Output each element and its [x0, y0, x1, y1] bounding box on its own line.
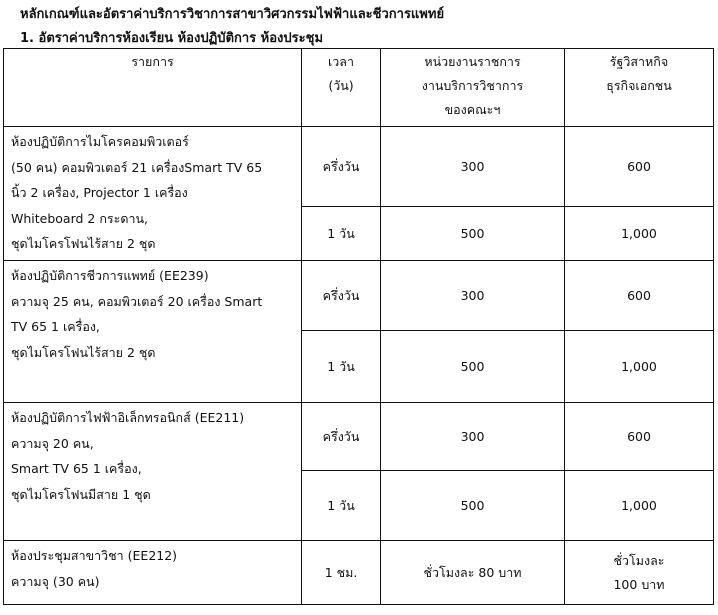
room-description-biomedical-lab: ห้องปฏิบัติการชีวการแพทย์ (EE239) ความจุ 25 คน, คอมพิวเตอร์ 20 เครื่อง Smart TV 65 1 เครื่อง, ชุดไมโครโฟนไร้สาย 2 ชุด: [4, 261, 302, 403]
table-row: [4, 261, 714, 331]
document-title: หลักเกณฑ์และอัตราค่าบริการวิชาการสาขาวิศวกรรมไฟฟ้าและชีวการแพทย์: [20, 7, 445, 22]
government-rate-cell: 500: [381, 471, 565, 541]
duration-cell: ครึ่งวัน: [302, 261, 381, 331]
private-rate-cell: ชั่วโมงละ 100 บาท: [565, 541, 714, 605]
header-private-rate: รัฐวิสาหกิจ ธุรกิจเอกชน: [565, 49, 714, 127]
private-rate-cell: 1,000: [565, 207, 714, 261]
room-description-meeting-room: ห้องประชุมสาขาวิชา (EE212) ความจุ (30 คน): [4, 541, 302, 605]
room-description-electronics-lab: ห้องปฏิบัติการไฟฟ้าอิเล็กทรอนิกส์ (EE211) ความจุ 20 คน, Smart TV 65 1 เครื่อง, ชุดไมโครโฟนมีสาย 1 ชุด: [4, 403, 302, 541]
header-duration: เวลา (วัน): [302, 49, 381, 127]
duration-cell: 1 วัน: [302, 471, 381, 541]
header-government-rate: หน่วยงานราชการ งานบริการวิชาการ ของคณะฯ: [381, 49, 565, 127]
header-item: รายการ: [4, 49, 302, 127]
service-rate-table: [3, 48, 714, 605]
table-row: [4, 403, 714, 471]
private-rate-cell: 600: [565, 403, 714, 471]
duration-cell: ครึ่งวัน: [302, 403, 381, 471]
government-rate-cell: 500: [381, 331, 565, 403]
government-rate-cell: 300: [381, 261, 565, 331]
government-rate-cell: ชั่วโมงละ 80 บาท: [381, 541, 565, 605]
table-header-row: [4, 49, 714, 127]
private-rate-cell: 1,000: [565, 471, 714, 541]
private-rate-cell: 600: [565, 261, 714, 331]
table-row: [4, 127, 714, 207]
table-row: [4, 541, 714, 605]
private-rate-cell: 600: [565, 127, 714, 207]
duration-cell: 1 วัน: [302, 207, 381, 261]
duration-cell: 1 ชม.: [302, 541, 381, 605]
duration-cell: 1 วัน: [302, 331, 381, 403]
private-rate-cell: 1,000: [565, 331, 714, 403]
government-rate-cell: 300: [381, 403, 565, 471]
section-title: 1. อัตราค่าบริการห้องเรียน ห้องปฏิบัติการ ห้องประชุม: [20, 31, 324, 46]
duration-cell: ครึ่งวัน: [302, 127, 381, 207]
government-rate-cell: 300: [381, 127, 565, 207]
government-rate-cell: 500: [381, 207, 565, 261]
room-description-microcomputer-lab: ห้องปฏิบัติการไมโครคอมพิวเตอร์ (50 คน) คอมพิวเตอร์ 21 เครื่องSmart TV 65 นิ้ว 2 เครื่อง, Projector 1 เครื่อง Whiteboard 2 กระดาน, ชุดไมโครโฟนไร้สาย 2 ชุด: [4, 127, 302, 261]
